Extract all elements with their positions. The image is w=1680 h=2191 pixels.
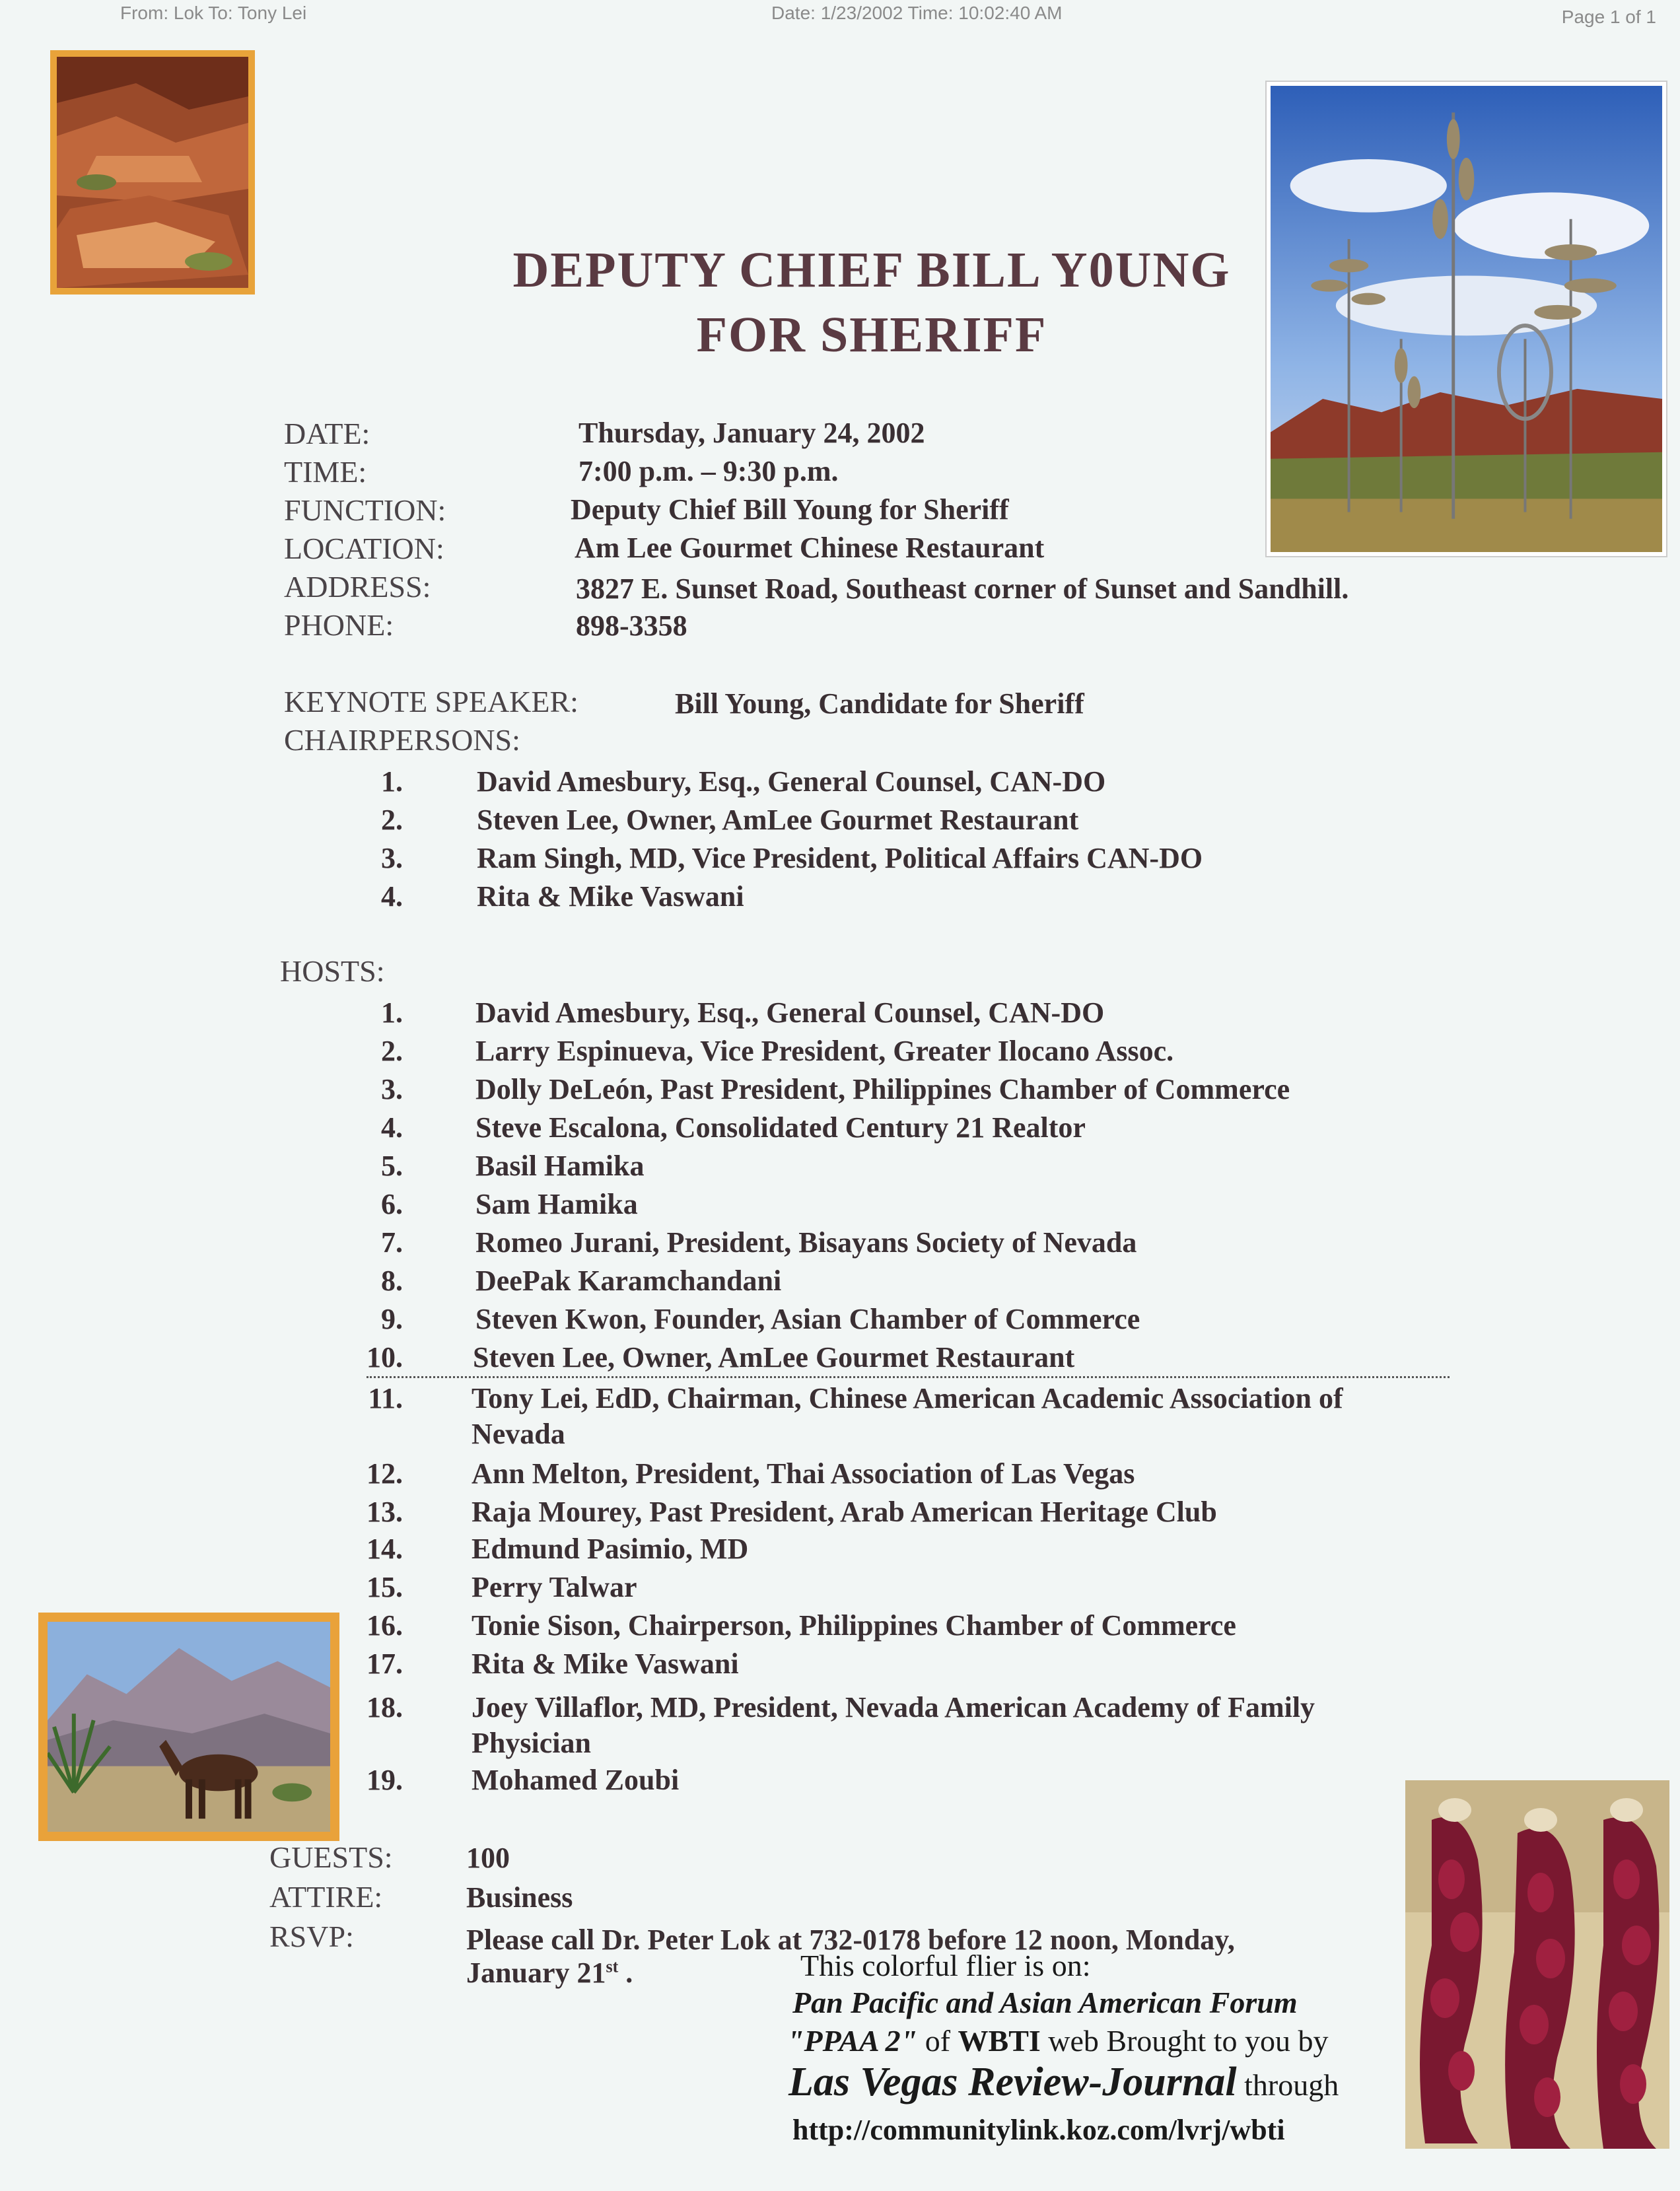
function-value: Deputy Chief Bill Young for Sheriff [571, 493, 1009, 526]
promo-newspaper: Las Vegas Review-Journal [788, 2060, 1237, 2104]
time-label: TIME: [284, 455, 367, 489]
fax-date-time: Date: 1/23/2002 Time: 10:02:40 AM [771, 3, 1063, 23]
hosts-label: HOSTS: [280, 954, 385, 988]
host-num: 7. [381, 1226, 403, 1259]
rsvp-date-tail: . [618, 1957, 633, 1989]
host-num: 3. [381, 1073, 403, 1105]
promo-forum-name: Pan Pacific and Asian American Forum [792, 1986, 1298, 2019]
address-label: ADDRESS: [284, 570, 431, 604]
time-value: 7:00 p.m. – 9:30 p.m. [578, 455, 839, 487]
promo-through: through [1236, 2068, 1339, 2102]
phone-label: PHONE: [284, 608, 394, 642]
host-item: Mohamed Zoubi [472, 1764, 680, 1796]
host-item: Rita & Mike Vaswani [472, 1648, 739, 1680]
chair-num: 2. [381, 804, 403, 836]
address-value: 3827 E. Sunset Road, Southeast corner of Sunset and Sandhill. [576, 573, 1349, 605]
host-item: Tonie Sison, Chairperson, Philippines Chamber of Commerce [472, 1609, 1236, 1642]
host-item: Perry Talwar [472, 1571, 637, 1603]
rsvp-date [466, 1956, 633, 1990]
rsvp-date-suffix: st [606, 1957, 619, 1976]
host-item: Steve Escalona, Consolidated Century 21 Realtor [475, 1111, 1086, 1144]
location-label: LOCATION: [284, 532, 444, 565]
host-num: 2. [381, 1035, 403, 1067]
promo-web-line [787, 2023, 1328, 2058]
promo-ppaa: "PPAA 2" [787, 2024, 918, 2058]
host-num: 9. [381, 1303, 403, 1335]
rsvp-value: Please call Dr. Peter Lok at 732-0178 before 12 noon, Monday, [466, 1924, 1235, 1956]
title-line-1: DEPUTY CHIEF BILL Y0UNG [512, 242, 1231, 298]
host-item: Sam Hamika [475, 1188, 638, 1220]
host-num: 14. [367, 1533, 403, 1565]
page-title [409, 238, 1334, 367]
chairpersons-label: CHAIRPERSONS: [284, 723, 520, 757]
host-item: Joey Villaflor, MD, President, Nevada American Academy of Family [472, 1691, 1315, 1723]
chair-item: Ram Singh, MD, Vice President, Political Affairs CAN-DO [477, 842, 1203, 874]
host-item: Romeo Jurani, President, Bisayans Society of Nevada [475, 1226, 1137, 1259]
host-item: David Amesbury, Esq., General Counsel, CAN-DO [475, 996, 1105, 1029]
fax-from-to: From: Lok To: Tony Lei [120, 3, 307, 23]
horse-desert-photo [38, 1613, 339, 1841]
dotted-divider [367, 1376, 1450, 1378]
fax-page-number: Page 1 of 1 [1561, 7, 1656, 27]
host-item: Dolly DeLeón, Past President, Philippines Chamber of Commerce [475, 1073, 1290, 1105]
location-value: Am Lee Gourmet Chinese Restaurant [575, 532, 1045, 564]
guests-label: GUESTS: [269, 1840, 393, 1874]
function-label: FUNCTION: [284, 493, 446, 527]
host-num: 6. [381, 1188, 403, 1220]
rsvp-label: RSVP: [269, 1920, 354, 1953]
host-num: 1. [381, 996, 403, 1029]
chair-num: 4. [381, 880, 403, 913]
host-num: 15. [367, 1571, 403, 1603]
keynote-value: Bill Young, Candidate for Sheriff [675, 687, 1084, 720]
promo-wbti: WBTI [958, 2024, 1041, 2058]
promo-brought-by: web Brought to you by [1040, 2024, 1329, 2058]
date-value: Thursday, January 24, 2002 [578, 417, 925, 449]
host-item: Tony Lei, EdD, Chairman, Chinese American Academic Association of [472, 1382, 1343, 1414]
attire-label: ATTIRE: [269, 1880, 383, 1914]
host-item: Larry Espinueva, Vice President, Greater Ilocano Assoc. [475, 1035, 1174, 1067]
chair-item: Rita & Mike Vaswani [477, 880, 744, 913]
host-num: 12. [367, 1457, 403, 1490]
guests-value: 100 [466, 1842, 510, 1874]
promo-newspaper-line [788, 2059, 1339, 2106]
chair-num: 1. [381, 765, 403, 798]
promo-intro: This colorful flier is on: [800, 1949, 1091, 1982]
date-label: DATE: [284, 417, 370, 450]
host-num: 16. [367, 1609, 403, 1642]
host-item: Steven Kwon, Founder, Asian Chamber of Commerce [475, 1303, 1140, 1335]
host-num: 17. [367, 1648, 403, 1680]
host-num: 18. [367, 1691, 403, 1723]
promo-of: of [917, 2024, 958, 2058]
keynote-label: KEYNOTE SPEAKER: [284, 685, 578, 718]
host-item-continued: Nevada [472, 1418, 565, 1450]
host-num: 10. [367, 1341, 403, 1374]
title-line-2: FOR SHERIFF [696, 307, 1047, 363]
canyon-photo [50, 50, 255, 295]
host-item: Ann Melton, President, Thai Association of Las Vegas [472, 1457, 1135, 1490]
host-item: DeePak Karamchandani [475, 1265, 782, 1297]
host-item: Basil Hamika [475, 1150, 645, 1182]
host-num: 5. [381, 1150, 403, 1182]
host-item: Raja Mourey, Past President, Arab American Heritage Club [472, 1496, 1217, 1528]
phone-value: 898-3358 [576, 609, 687, 642]
host-num: 11. [368, 1382, 403, 1414]
chili-ristras-photo [1405, 1780, 1669, 2149]
attire-value: Business [466, 1881, 573, 1914]
host-num: 8. [381, 1265, 403, 1297]
host-num: 4. [381, 1111, 403, 1144]
host-num: 19. [367, 1764, 403, 1796]
host-num: 13. [367, 1496, 403, 1528]
chair-item: Steven Lee, Owner, AmLee Gourmet Restaurant [477, 804, 1079, 836]
chair-item: David Amesbury, Esq., General Counsel, CAN-DO [477, 765, 1106, 798]
host-item-continued: Physician [472, 1727, 591, 1759]
promo-url-link[interactable]: http://communitylink.koz.com/lvrj/wbti [792, 2114, 1285, 2146]
rsvp-date-text: January 21 [466, 1957, 606, 1989]
host-item: Edmund Pasimio, MD [472, 1533, 749, 1565]
chair-num: 3. [381, 842, 403, 874]
host-item: Steven Lee, Owner, AmLee Gourmet Restaurant [473, 1341, 1075, 1374]
